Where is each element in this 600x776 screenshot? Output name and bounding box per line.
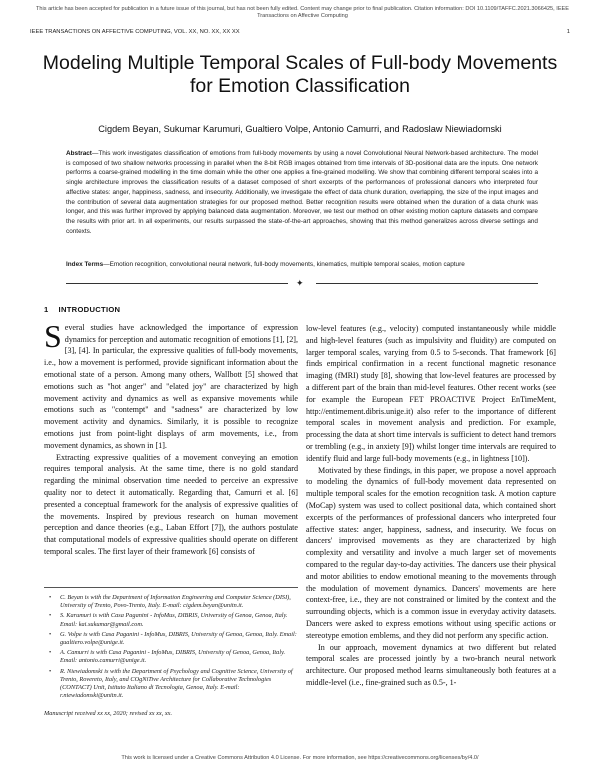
index-terms (66, 260, 538, 270)
abstract-text: —This work investigates classification of emotions from full-body movements by using a novel Convolutional Neural Network-based architecture. The model is composed of two shallow networks processing in parallel when the 8-bit RGB images obtained from time intervals of 3D-positional data are the inputs. One network performs a coarse-grained modelling in the time domain while the other one applies a fine-grained modelling. We show that combining different temporal scales into a single architecture improves the classification results of a dataset composed of short excerpts of the performances of professional dancers who interpreted four affective states: anger, happiness, sadness, and insecurity. Additionally, we investigate the effect of data chunk duration, overlapping, the size of the input images and the contribution of several data augmentation strategies for our proposed method. Better recognition results were obtained when the duration of a data chunk was longer, and this was further improved by applying balanced data augmentation. Moreover, we test our method on other existing motion capture datasets and compare the results with prior art. In all experiments, our results surpassed the state-of-the-art approaches, showing that this method generalizes across diverse settings and contexts. (66, 150, 538, 235)
license-footer: This work is licensed under a Creative Commons Attribution 4.0 License. For more information, see https://creativecommons.org/licenses/by/4.0/ (121, 755, 479, 761)
right-column (306, 323, 556, 689)
affiliation-volpe: • G. Volpe is with Casa Paganini - InfoMus, DIBRIS, University of Genoa, Genoa, Italy. Email: gualtiero.volpe@unige.it. (60, 631, 298, 647)
intro-paragraph-1 (44, 317, 298, 452)
divider-diamond-icon: ✦ (296, 278, 304, 288)
right-paragraph-2: Motivated by these findings, in this paper, we propose a novel approach to modeling the dynamics of full-body movement data represented on multiple temporal scales for the emotion recognition task. A motion capture (MoCap) system was used to collect positional data, which contained short excerpts of the performances of professional dancers who interpreted four affective states: anger, happiness, sadness, and insecurity. We focus on dancers' improvised movements as they are characterized by high complexity and versatility and involve a much larger set of movements compared to the regular day-to-day activities. The dancers use their physical and motor abilities to endow emotional meaning to the movements through the modulation of movement dynamics. Dancers' movements are here context-free, i.e., they are not constrained or limited by the context and the surrounding objects, which is a common issue in everyday activity datasets. Dancers were asked to express emotions without using specific actions or stereotype emotion emblems, and they did not perform any specific action. (306, 465, 556, 640)
right-paragraph-3: In our approach, movement dynamics at two different but related temporal scales are processed jointly by a two-branch neural network architecture. Our proposed method learns simultaneously both features at a middle-level (i.e., fine-grained such as 0.5-, 1- (306, 642, 556, 687)
index-terms-text: —Emotion recognition, convolutional neural network, full-body movements, kinematics, multiple temporal scales, motion capture (103, 261, 465, 268)
affiliation-camurri: • A. Camurri is with Casa Paganini - InfoMus, DIBRIS, University of Genoa, Genoa, Italy. Email: antonio.camurri@unige.it. (60, 649, 298, 665)
publication-notice: This article has been accepted for publication in a future issue of this journal, but has not been fully edited. Content may change prior to final publication. Citation information: DOI 10.1109/TAFFC.2021.3066425, IEEE Transactions on Affective Computing (35, 6, 570, 19)
affiliation-karumuri: • S. Karumuri is with Casa Paganini - InfoMus, DIBRIS, University of Genoa, Genoa, Italy. Email: kai.sukumar@gmail.com. (60, 612, 298, 628)
affiliation-niewiadomski: • R. Niewiadomski is with the Department of Psychology and Cognitive Science, University of Trento, Rovereto, Italy, and COgNiTive Architecture for Collaborative Technologies (CONTACT) Unit, Istituto Italiano di Tecnologia, Genoa, Italy. E-mail: r.niewiadomski@unitn.it. (60, 668, 298, 701)
intro-paragraph-2: Extracting expressive qualities of a movement conveying an emotion requires temporal analysis. At the same time, there is no gold standard regarding the minimal observation time needed to perceive an expressive quality nor to detect it automatically. Regarding that, Camurri et al. [6] presented a conceptual framework for the analysis of expressive qualities of the movements. Inspired by previous research on human movement perception and dance theories (e.g., Laban Effort [7]), the authors postulate that computational models of expressive qualities should operate on different temporal scales. The first layer of their framework [6] consists of (44, 452, 298, 556)
section-title: INTRODUCTION (58, 305, 121, 314)
affiliation-beyan: • C. Beyan is with the Department of Information Engineering and Computer Science (DISI), University of Trento, Povo-Trento, Italy. E-mail: cigdem.beyan@unitn.it. (60, 594, 298, 610)
drop-cap: S (44, 317, 62, 354)
running-header (30, 29, 570, 35)
manuscript-dates: Manuscript received xx xx, 2020; revised xx xx, xx. (44, 710, 173, 717)
abstract-label: Abstract (66, 150, 92, 157)
section-divider (66, 278, 538, 288)
right-paragraph-1: low-level features (e.g., velocity) computed instantaneously while middle and high-level features (such as impulsivity and fluidity) are computed on larger temporal scales, varying from 0.5 to 5-seconds. That framework [6] finds empirical confirmation in a recent functional magnetic resonance imaging (fMRI) study [8], showing that low-level features are processed by a different part of the brain than mid-level features. Other recent works (see for example the European FET PROACTIVE Project EnTimeMent, http://entimement.dibris.unige.it) also refer to the importance of different temporal scales in movement analysis and prediction. For example, processing the data at short time intervals is sufficient to detect hand tremors or trembling (e.g., in anxiety [9]) whilst longer time intervals are required to identify fluid and large full-body movements (e.g., in lightness [10]). (306, 324, 556, 463)
divider-line-right (316, 283, 538, 284)
left-column (44, 304, 298, 558)
page-number: 1 (566, 29, 570, 35)
intro-paragraph-1-text: everal studies have acknowledged the importance of expression dynamics for perception and automatic recognition of emotions [1], [2], [3], [4]. In particular, the expressive qualities of full-body movements, i.e., how a movement is performed, provide significant information about the emotional state of a person. Among many others, Wallbott [5] showed that emotions such as "hot anger" and "elated joy" are characterized by high movement activity and dynamics as well as expansive movements while emotions such as "contempt" and "sadness" are characterized by low movement activity and dynamics. Similarly, it is possible to recognize emotions just from point-light displays of arm movements, i.e., from movement dynamics, as shown in [1]. (44, 322, 298, 450)
journal-name: IEEE TRANSACTIONS ON AFFECTIVE COMPUTING, VOL. XX, NO. XX, XX XX (30, 29, 240, 35)
author-affiliations (44, 594, 298, 702)
author-list: Cigdem Beyan, Sukumar Karumuri, Gualtiero Volpe, Antonio Camurri, and Radoslaw Niewiadomski (98, 124, 502, 134)
paper-title: Modeling Multiple Temporal Scales of Full-body Movements for Emotion Classification (42, 52, 558, 97)
footnote-rule (44, 587, 298, 588)
section-number: 1 (44, 305, 49, 314)
section-heading (44, 304, 298, 316)
abstract (66, 149, 538, 236)
divider-line-left (66, 283, 288, 284)
index-terms-label: Index Terms (66, 261, 104, 268)
